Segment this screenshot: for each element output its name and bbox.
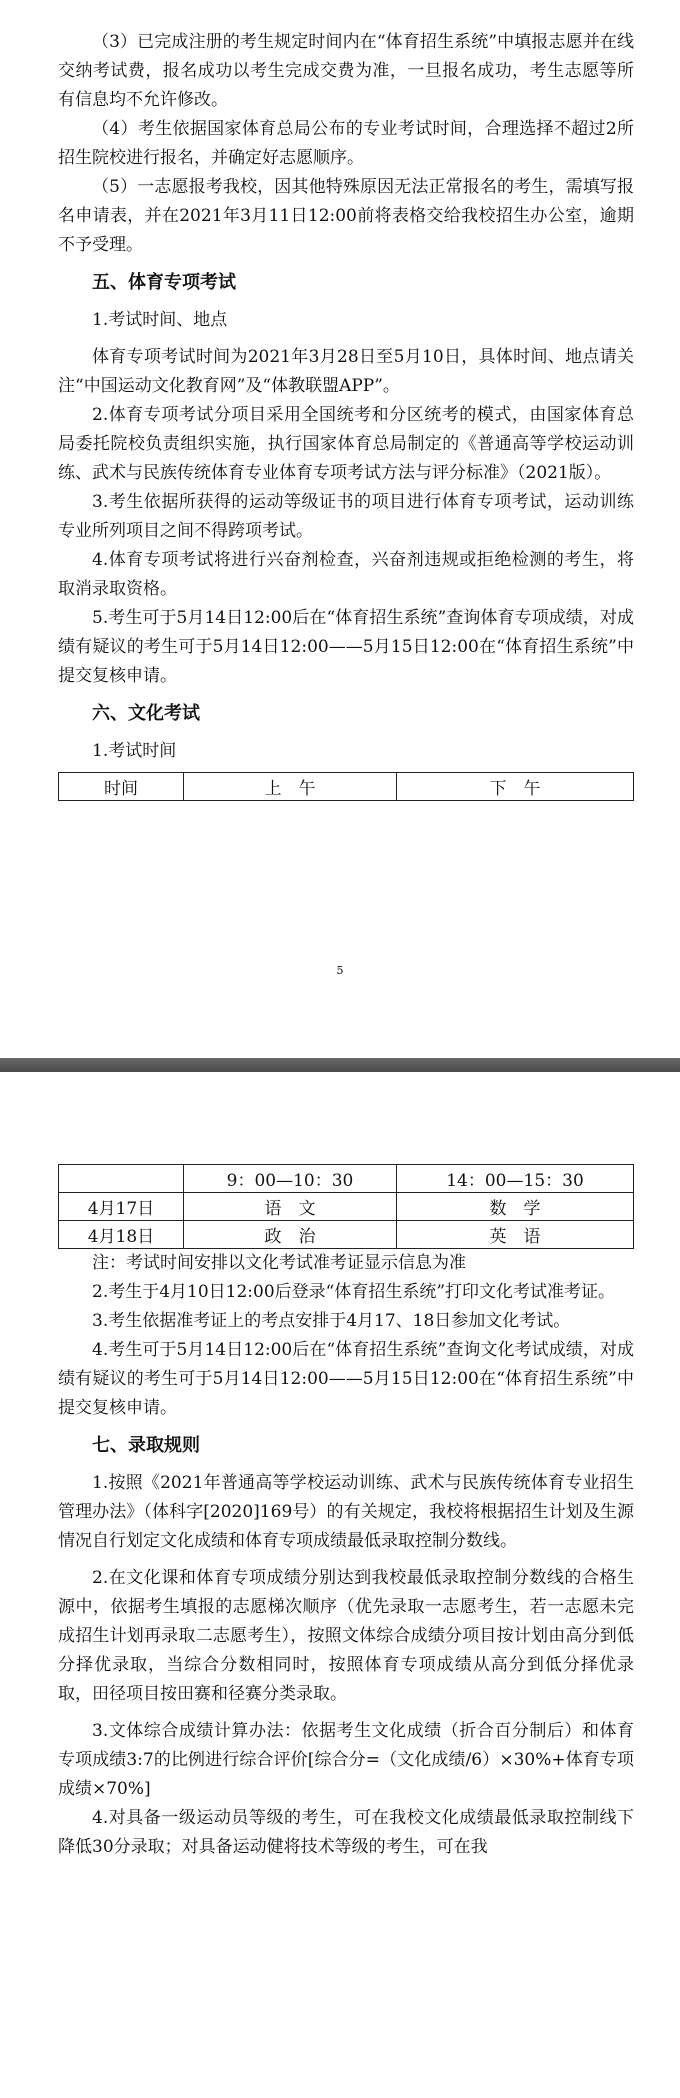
paragraph: 3.考生依据所获得的运动等级证书的项目进行体育专项考试，运动训练专业所列项目之间不得跨项考试。 bbox=[58, 492, 634, 541]
sub-heading: 1.考试时间、地点 bbox=[92, 310, 228, 330]
table-note: 注：考试时间安排以文化考试准考证显示信息为准 bbox=[92, 1253, 466, 1273]
table-cell: 语 文 bbox=[184, 1193, 397, 1221]
paragraph: 2.在文化课和体育专项成绩分别达到我校最低录取控制分数线的合格生源中，依据考生填报的志愿梯次顺序（优先录取一志愿考生，若一志愿未完成招生计划再录取二志愿考生），按照文体综合成绩分项目按计划由高分到低分择优录取，当综合分数相同时，按照体育专项成绩从高分到低分择优录取，田径项目按田赛和径赛分类录取。 bbox=[58, 1568, 634, 1704]
table-row bbox=[59, 1221, 634, 1249]
table-cell: 4月18日 bbox=[59, 1221, 184, 1249]
paragraph: 2.体育专项考试分项目采用全国统考和分区统考的模式，由国家体育总局委托院校负责组织实施，执行国家体育总局制定的《普通高等学校运动训练、武术与民族传统体育专业体育专项考试方法与评分标准》（2021版）。 bbox=[58, 405, 634, 483]
paragraph: 4.对具备一级运动员等级的考生，可在我校文化成绩最低录取控制线下降低30分录取；对具备运动健将技术等级的考生，可在我 bbox=[58, 1808, 634, 1857]
page-separator bbox=[0, 1058, 680, 1072]
table-row bbox=[59, 1193, 634, 1221]
table-cell: 政 治 bbox=[184, 1221, 397, 1249]
page-number: 5 bbox=[336, 964, 344, 977]
table-row bbox=[59, 1165, 634, 1193]
paragraph: 2.考生于4月10日12:00后登录“体育招生系统”打印文化考试准考证。 bbox=[92, 1282, 616, 1302]
document-page-6 bbox=[0, 1072, 680, 2098]
paragraph: 4.体育专项考试将进行兴奋剂检查，兴奋剂违规或拒绝检测的考生，将取消录取资格。 bbox=[58, 550, 634, 599]
page-6-body bbox=[58, 1164, 634, 1862]
paragraph: 3.考生依据准考证上的考点安排于4月17、18日参加文化考试。 bbox=[92, 1311, 571, 1331]
table-cell: 4月17日 bbox=[59, 1193, 184, 1221]
section-heading: 六、文化考试 bbox=[92, 703, 200, 724]
paragraph: 3.文体综合成绩计算办法：依据考生文化成绩（折合百分制后）和体育专项成绩3:7的比例进行综合评价[综合分=（文化成绩/6）×30%+体育专项成绩×70%] bbox=[58, 1721, 634, 1799]
table-cell: 英 语 bbox=[397, 1221, 634, 1249]
section-heading: 七、录取规则 bbox=[92, 1435, 200, 1456]
paragraph: 1.按照《2021年普通高等学校运动训练、武术与民族传统体育专业招生管理办法》（体科字[2020]169号）的有关规定，我校将根据招生计划及生源情况自行划定文化成绩和体育专项成绩最低录取控制分数线。 bbox=[58, 1473, 634, 1551]
paragraph: 5.考生可于5月14日12:00后在“体育招生系统”查询体育专项成绩，对成绩有疑议的考生可于5月14日12:00——5月15日12:00在“体育招生系统”中提交复核申请。 bbox=[58, 608, 634, 686]
paragraph: 体育专项考试时间为2021年3月28日至5月10日，具体时间、地点请关注“中国运动文化教育网”及“体教联盟APP”。 bbox=[58, 347, 634, 396]
paragraph: （4）考生依据国家体育总局公布的专业考试时间，合理选择不超过2所招生院校进行报名，并确定好志愿顺序。 bbox=[58, 119, 634, 168]
table-cell: 数 学 bbox=[397, 1193, 634, 1221]
paragraph: 4.考生可于5月14日12:00后在“体育招生系统”查询文化考试成绩，对成绩有疑议的考生可于5月14日12:00——5月15日12:00在“体育招生系统”中提交复核申请。 bbox=[58, 1340, 634, 1418]
table-row bbox=[59, 773, 634, 801]
exam-schedule-table bbox=[58, 1164, 634, 1249]
page-5-body bbox=[58, 28, 634, 801]
table-cell: 上 午 bbox=[184, 773, 397, 801]
table-cell: 时间 bbox=[59, 773, 184, 801]
paragraph: （3）已完成注册的考生规定时间内在“体育招生系统”中填报志愿并在线交纳考试费，报名成功以考生完成交费为准，一旦报名成功，考生志愿等所有信息均不允许修改。 bbox=[58, 32, 634, 110]
exam-schedule-table-header bbox=[58, 772, 634, 801]
section-heading: 五、体育专项考试 bbox=[92, 272, 236, 293]
table-cell: 14：00—15：30 bbox=[397, 1165, 634, 1193]
sub-heading: 1.考试时间 bbox=[92, 741, 177, 761]
paragraph: （5）一志愿报考我校，因其他特殊原因无法正常报名的考生，需填写报名申请表，并在2021年3月11日12:00前将表格交给我校招生办公室，逾期不予受理。 bbox=[58, 177, 634, 255]
table-cell: 9：00—10：30 bbox=[184, 1165, 397, 1193]
table-cell: 下 午 bbox=[397, 773, 634, 801]
table-cell bbox=[59, 1165, 184, 1193]
